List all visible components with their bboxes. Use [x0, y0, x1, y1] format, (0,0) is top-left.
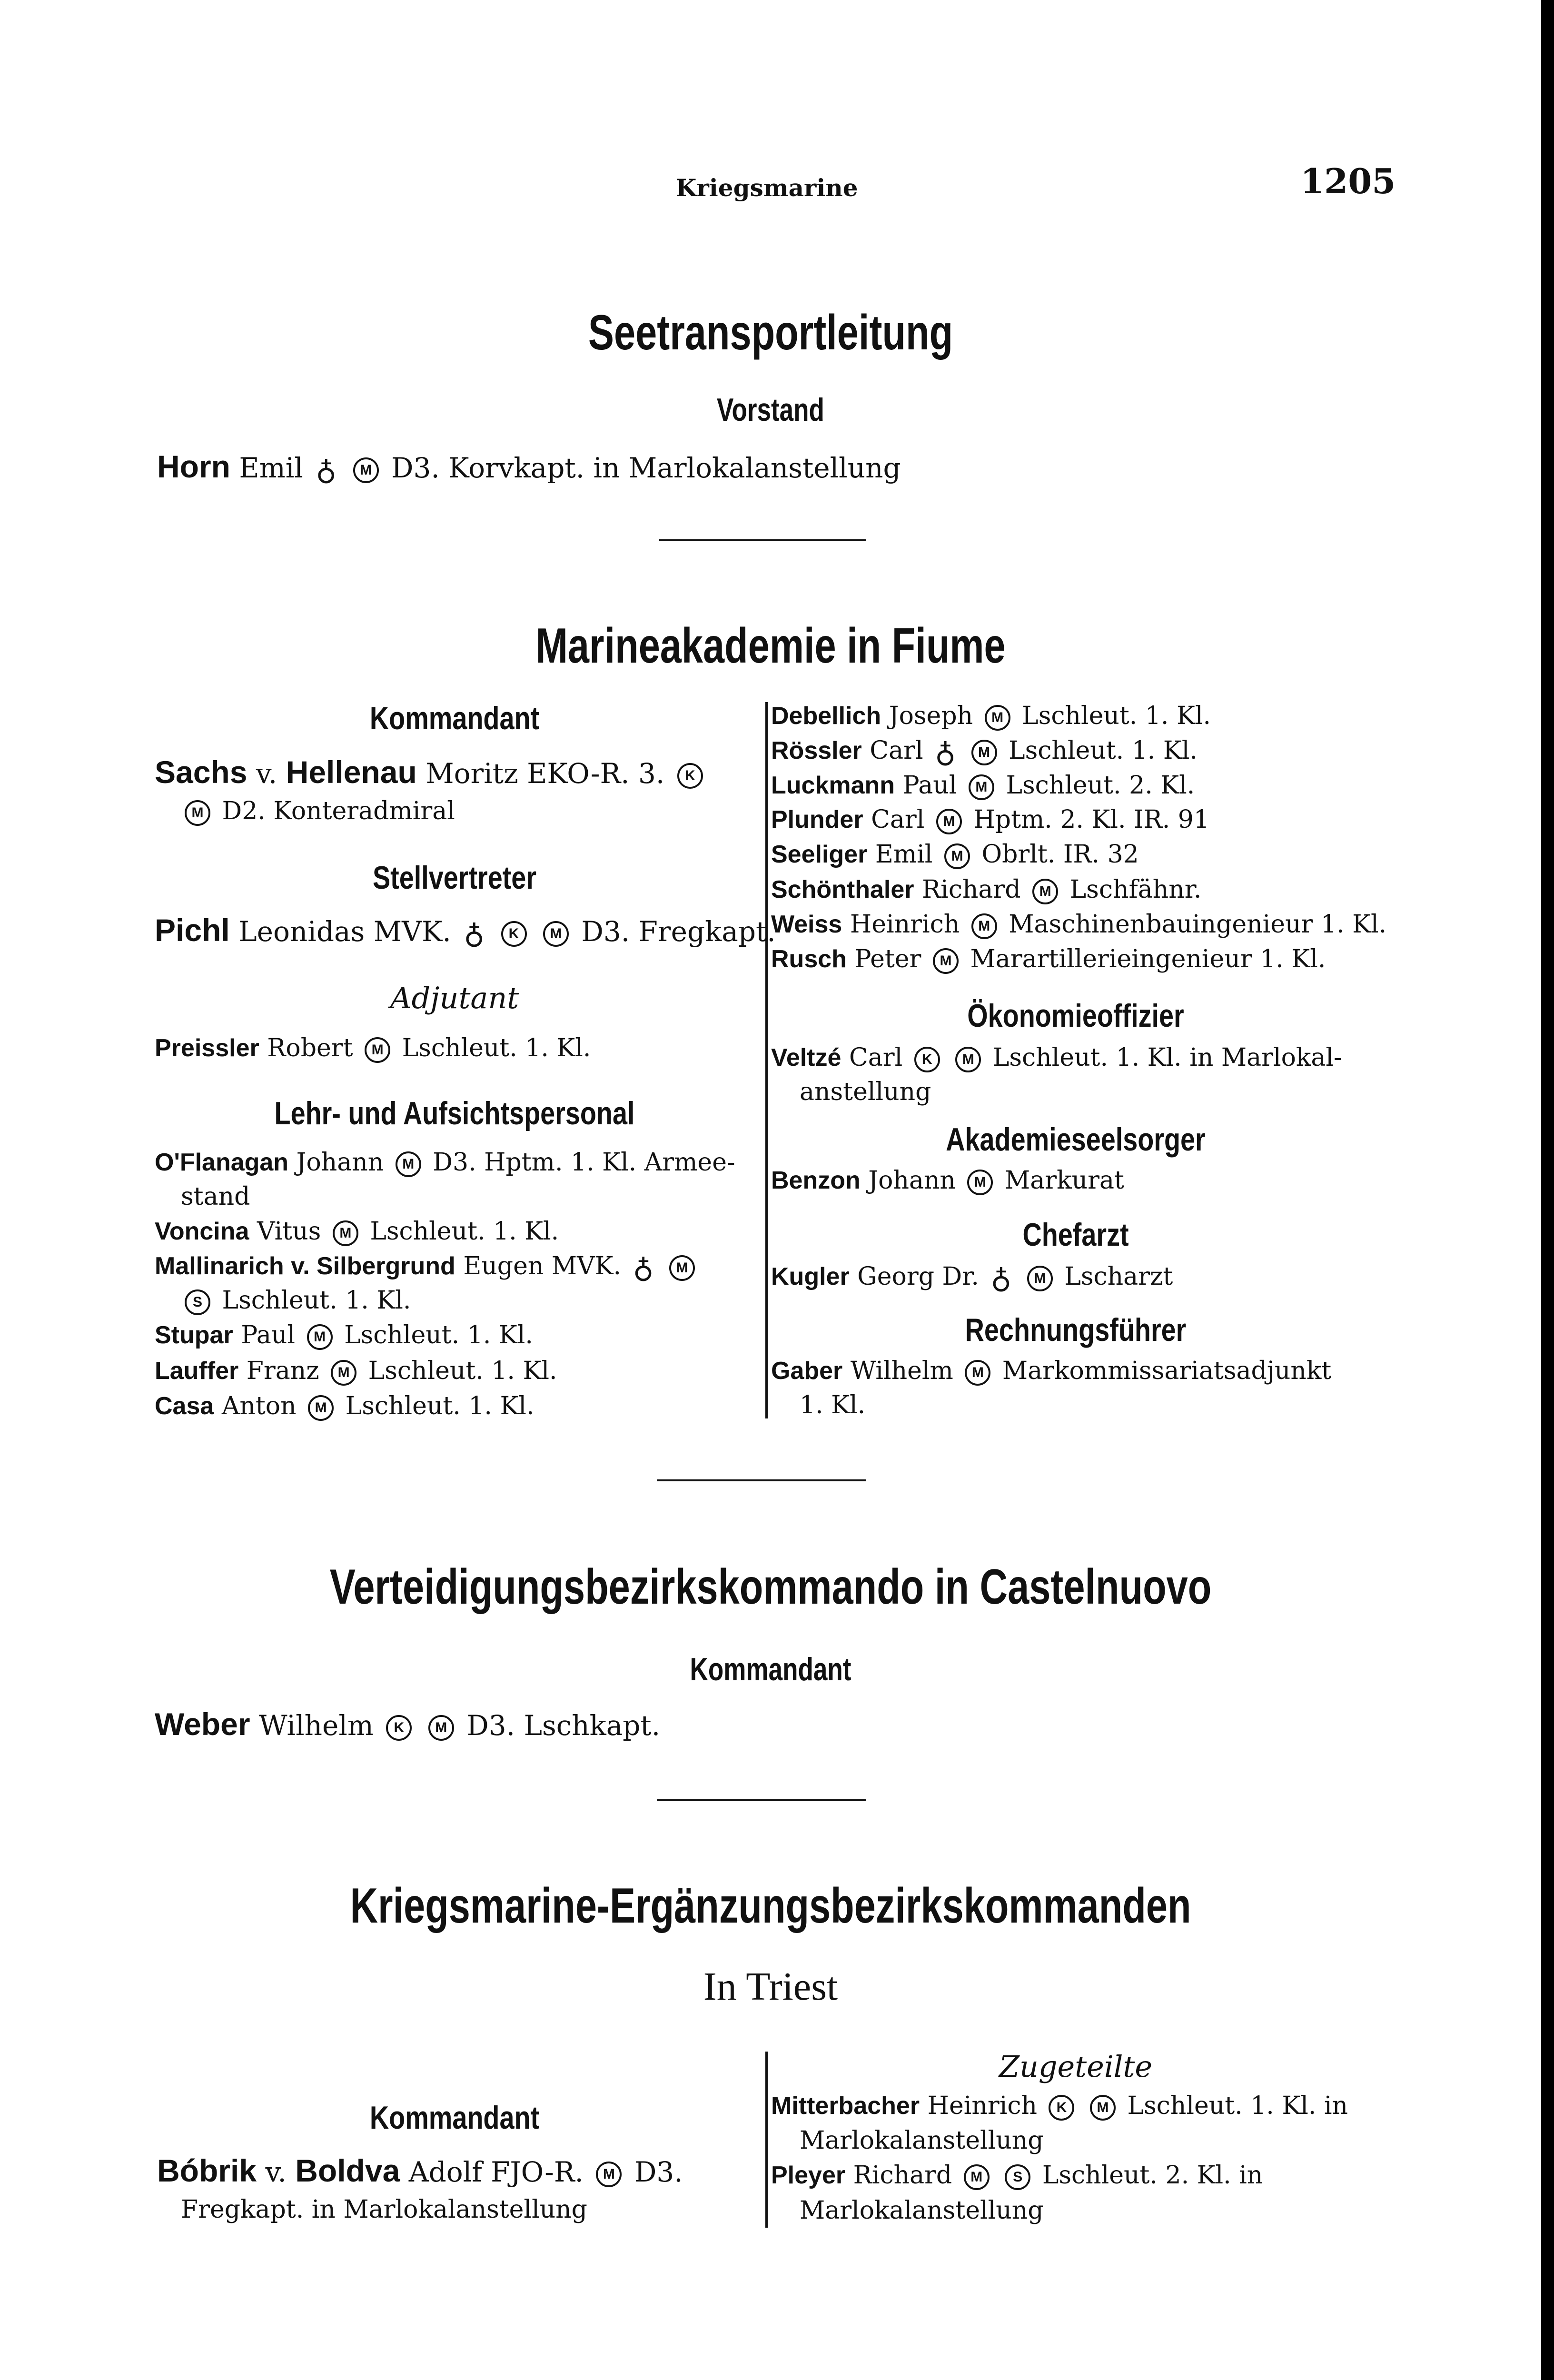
- scan-border-right: [1541, 0, 1554, 2380]
- entry-sachs-cont: M D2. Konteradmiral: [181, 796, 455, 826]
- entry-bobrik-cont: Fregkapt. in Marlokalanstellung: [181, 2195, 587, 2224]
- badge-icon: M: [185, 800, 210, 826]
- badge-icon: K: [386, 1715, 412, 1741]
- heading-chefarzt: Chefarzt: [1022, 1217, 1129, 1253]
- badge-icon: M: [964, 2164, 990, 2190]
- badge-icon: M: [933, 948, 959, 974]
- entry-pichl: Pichl Leonidas MVK. ♁ K M D3. Fregkapt.: [155, 912, 776, 951]
- entry-gaber: Gaber Wilhelm M Markommissariatsadjunkt: [771, 1357, 1332, 1385]
- badge-icon: M: [333, 1220, 358, 1246]
- entry-bobrik: Bóbrik v. Boldva Adolf FJO-R. M D3.: [157, 2153, 683, 2188]
- heading-kommandant: Kommandant: [369, 2100, 540, 2136]
- badge-icon: M: [1027, 1266, 1053, 1291]
- heading-oekonomie: Ökonomieoffizier: [967, 998, 1184, 1034]
- badge-icon: M: [331, 1360, 356, 1386]
- heading-seelsorger: Akademieseelsorger: [946, 1121, 1206, 1158]
- badge-icon: M: [985, 705, 1010, 731]
- entry-lauffer: Lauffer Franz M Lschleut. 1. Kl.: [155, 1357, 557, 1385]
- heading-vorstand: Vorstand: [717, 392, 824, 428]
- column-divider: [765, 702, 768, 1418]
- badge-icon: M: [308, 1395, 334, 1421]
- divider: [657, 1799, 866, 1801]
- heading-kommandant: Kommandant: [369, 700, 540, 736]
- order-icon: ♁: [935, 735, 956, 769]
- entry-mallinarich: Mallinarich v. Silbergrund Eugen MVK. ♁ M: [155, 1251, 699, 1283]
- badge-icon: M: [543, 921, 569, 947]
- badge-icon: M: [936, 809, 962, 834]
- entry-voncina: Voncina Vitus M Lschleut. 1. Kl.: [155, 1217, 559, 1246]
- section-title-seetransport: Seetransportleitung: [588, 305, 953, 360]
- entry-plunder: Plunder Carl M Hptm. 2. Kl. IR. 91: [771, 805, 1209, 834]
- entry-oflanagan-cont: stand: [181, 1182, 250, 1211]
- entry-mitterbacher-cont: Marlokalanstellung: [800, 2126, 1044, 2155]
- entry-seeliger: Seeliger Emil M Obrlt. IR. 32: [771, 840, 1139, 869]
- order-icon: ♁: [316, 453, 337, 487]
- heading-zugeteilte: Zugeteilte: [999, 2049, 1153, 2084]
- running-head: Kriegsmarine: [676, 174, 858, 202]
- badge-icon: S: [185, 1289, 210, 1315]
- section-title-verteidigung: Verteidigungsbezirkskommando in Castelnuovo: [329, 1559, 1212, 1615]
- entry-kugler: Kugler Georg Dr. ♁ M Lscharzt: [771, 1261, 1173, 1295]
- badge-icon: M: [353, 457, 379, 483]
- badge-icon: K: [501, 921, 527, 947]
- badge-icon: S: [1005, 2164, 1030, 2190]
- entry-pleyer: Pleyer Richard M S Lschleut. 2. Kl. in: [771, 2161, 1263, 2190]
- badge-icon: M: [971, 740, 997, 765]
- badge-icon: K: [677, 763, 703, 789]
- entry-gaber-cont: 1. Kl.: [800, 1391, 866, 1419]
- order-icon: ♁: [990, 1261, 1012, 1295]
- heading-kommandant: Kommandant: [690, 1651, 851, 1687]
- entry-luckmann: Luckmann Paul M Lschleut. 2. Kl.: [771, 771, 1195, 800]
- badge-icon: M: [969, 774, 994, 800]
- badge-icon: M: [967, 1170, 993, 1195]
- page-number: 1205: [1300, 161, 1396, 201]
- section-title-ergaenzung: Kriegsmarine-Ergänzungsbezirkskommanden: [350, 1878, 1191, 1934]
- column-divider: [765, 2052, 768, 2228]
- divider: [657, 1479, 866, 1481]
- order-icon: ♁: [633, 1251, 654, 1285]
- entry-rusch: Rusch Peter M Marartillerieingenieur 1. Kl.: [771, 945, 1326, 973]
- entry-stupar: Stupar Paul M Lschleut. 1. Kl.: [155, 1321, 533, 1349]
- entry-pleyer-cont: Marlokalanstellung: [800, 2196, 1044, 2225]
- badge-icon: M: [596, 2162, 622, 2187]
- heading-lehrpersonal: Lehr- und Aufsichtspersonal: [274, 1095, 635, 1131]
- divider: [659, 539, 866, 541]
- entry-veltze-cont: anstellung: [800, 1078, 931, 1106]
- entry-preissler: Preissler Robert M Lschleut. 1. Kl.: [155, 1034, 591, 1062]
- entry-schoenthaler: Schönthaler Richard M Lschfähnr.: [771, 875, 1202, 904]
- entry-oflanagan: O'Flanagan Johann M D3. Hptm. 1. Kl. Armee-: [155, 1148, 735, 1177]
- entry-weiss: Weiss Heinrich M Maschinenbauingenieur 1. Kl.: [771, 910, 1387, 939]
- entry-roessler: Rössler Carl ♁ M Lschleut. 1. Kl.: [771, 735, 1198, 769]
- heading-rechnungsfuehrer: Rechnungsführer: [965, 1312, 1187, 1348]
- entry-debellich: Debellich Joseph M Lschleut. 1. Kl.: [771, 702, 1211, 730]
- order-icon: ♁: [464, 917, 485, 951]
- badge-icon: M: [669, 1255, 695, 1281]
- badge-icon: K: [1049, 2095, 1074, 2121]
- entry-horn: Horn Emil ♁ M D3. Korvkapt. in Marlokalanstellung: [157, 449, 901, 487]
- badge-icon: M: [307, 1324, 333, 1350]
- badge-icon: M: [428, 1715, 454, 1741]
- entry-casa: Casa Anton M Lschleut. 1. Kl.: [155, 1392, 534, 1420]
- badge-icon: M: [944, 843, 970, 869]
- subtitle-triest: In Triest: [703, 1964, 838, 2009]
- entry-benzon: Benzon Johann M Markurat: [771, 1166, 1124, 1195]
- entry-name: Horn: [157, 449, 230, 484]
- entry-mitterbacher: Mitterbacher Heinrich K M Lschleut. 1. Kl. in: [771, 2092, 1348, 2120]
- badge-icon: M: [396, 1151, 421, 1177]
- badge-icon: K: [914, 1047, 940, 1072]
- badge-icon: M: [1032, 879, 1058, 904]
- badge-icon: M: [365, 1037, 390, 1063]
- badge-icon: M: [1090, 2095, 1116, 2121]
- heading-adjutant: Adjutant: [390, 981, 519, 1015]
- badge-icon: M: [955, 1047, 981, 1072]
- entry-sachs: Sachs v. Hellenau Moritz EKO-R. 3. K: [155, 757, 707, 789]
- badge-icon: M: [965, 1360, 990, 1386]
- entry-weber: Weber Wilhelm K M D3. Lschkapt.: [155, 1706, 661, 1742]
- entry-mallinarich-cont: S Lschleut. 1. Kl.: [181, 1285, 411, 1316]
- heading-stellvertreter: Stellvertreter: [372, 860, 537, 896]
- section-title-marineakademie: Marineakademie in Fiume: [535, 618, 1006, 674]
- entry-veltze: Veltzé Carl K M Lschleut. 1. Kl. in Marlokal-: [771, 1043, 1342, 1072]
- badge-icon: M: [971, 913, 997, 939]
